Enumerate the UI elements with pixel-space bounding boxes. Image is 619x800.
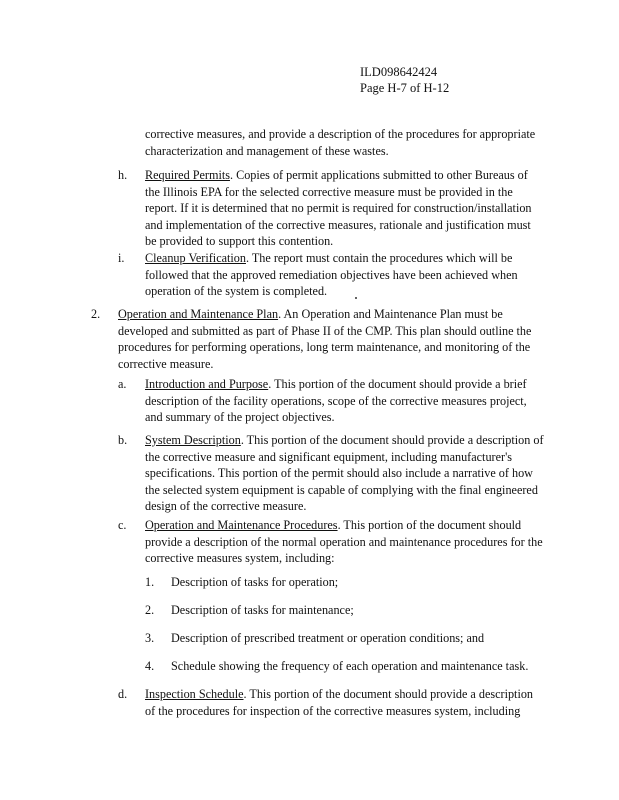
task-2-label: 2.: [145, 603, 155, 617]
subitem-c-title: Operation and Maintenance Procedures: [145, 518, 338, 532]
subitem-a-title: Introduction and Purpose: [145, 377, 269, 391]
item-h-label: h.: [118, 168, 128, 182]
section-2-paragraph: [118, 306, 543, 372]
task-2-text: Description of tasks for maintenance;: [171, 603, 354, 617]
subitem-d-label: d.: [118, 687, 128, 701]
subitem-d-title: Inspection Schedule: [145, 687, 244, 701]
subitem-b-label: b.: [118, 433, 128, 447]
subitem-d-text: . This portion of the document should provide a description of the procedures for inspection of the corrective measures system, including: [145, 687, 534, 718]
task-1-text: Description of tasks for operation;: [171, 575, 339, 589]
task-4-label: 4.: [145, 659, 155, 673]
subitem-a-paragraph: [145, 376, 545, 426]
subitem-a-text: . This portion of the document should provide a brief description of the facility operations, scope of the corrective measures project, and summary of the project objectives.: [145, 377, 527, 425]
document-id: ILD098642424: [360, 65, 438, 79]
item-h-title: Required Permits: [145, 168, 230, 182]
subitem-b-paragraph: [145, 432, 545, 515]
subitem-a-label: a.: [118, 377, 127, 391]
item-i-label: i.: [118, 251, 125, 265]
item-h-text: . Copies of permit applications submitted to other Bureaus of the Illinois EPA for the selected corrective measure must be provided in the report. If it is determined that no permit is required for construction/installation and implementation of the corrective measures, rationale and justification must be provided to support this contention.: [145, 168, 532, 249]
section-2-label: 2.: [91, 307, 101, 321]
task-3-label: 3.: [145, 631, 155, 645]
page-number: Page H-7 of H-12: [360, 81, 450, 95]
task-4-text: Schedule showing the frequency of each operation and maintenance task.: [171, 659, 529, 673]
item-i-text: . The report must contain the procedures which will be followed that the approved remediation objectives have been achieved when operation of the system is completed.: [145, 251, 518, 299]
subitem-c-label: c.: [118, 518, 127, 532]
item-i-paragraph: [145, 250, 545, 300]
subitem-d-paragraph: [145, 686, 545, 719]
continuation-paragraph: corrective measures, and provide a description of the procedures for appropriate characterization and management of these wastes.: [145, 127, 536, 158]
section-2-title: Operation and Maintenance Plan: [118, 307, 279, 321]
subitem-b-title: System Description: [145, 433, 241, 447]
subitem-c-paragraph: [145, 517, 545, 567]
subitem-b-text: . This portion of the document should provide a description of the corrective measure and significant equipment, including manufacturer's specifications. This portion of the permit should also include a narrative of how the selected system equipment is capable of complying with the final engineered design of the corrective measure.: [145, 433, 544, 514]
subitem-c-text: . This portion of the document should provide a description of the normal operation and maintenance procedures for the corrective measures system, including:: [145, 518, 543, 566]
section-2-text: . An Operation and Maintenance Plan must be developed and submitted as part of Phase II of the CMP. This plan should outline the procedures for performing operations, long term maintenance, and monitoring of the corrective measure.: [118, 307, 532, 371]
task-3-text: Description of prescribed treatment or operation conditions; and: [171, 631, 485, 645]
item-h-paragraph: [145, 167, 545, 250]
item-i-title: Cleanup Verification: [145, 251, 246, 265]
task-1-label: 1.: [145, 575, 155, 589]
scan-speck: [355, 297, 357, 299]
